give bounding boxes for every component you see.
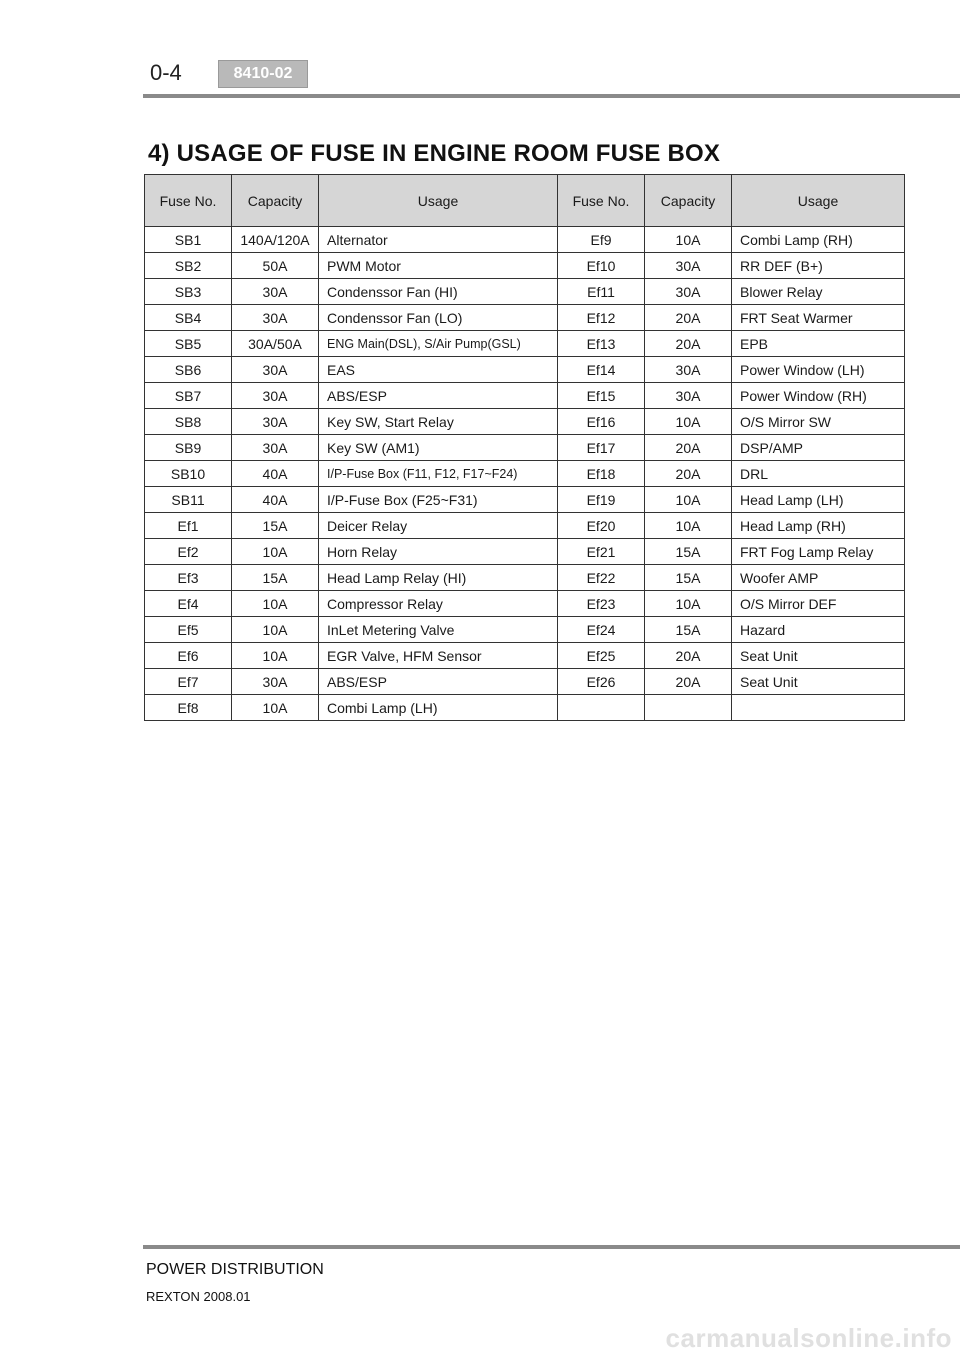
cell-capacity: 30A (232, 279, 319, 305)
cell-usage-2: Woofer AMP (732, 565, 905, 591)
cell-fuse-no-2: Ef22 (558, 565, 645, 591)
cell-fuse-no: SB7 (145, 383, 232, 409)
table-row (145, 695, 905, 721)
cell-capacity-2: 15A (645, 539, 732, 565)
watermark: carmanualsonline.info (665, 1323, 952, 1353)
cell-fuse-no-2: Ef12 (558, 305, 645, 331)
cell-fuse-no: SB5 (145, 331, 232, 357)
cell-fuse-no: Ef2 (145, 539, 232, 565)
cell-usage: Key SW, Start Relay (319, 409, 558, 435)
cell-usage-2: O/S Mirror SW (732, 409, 905, 435)
cell-capacity: 10A (232, 695, 319, 721)
cell-fuse-no-2: Ef25 (558, 643, 645, 669)
cell-fuse-no-2: Ef19 (558, 487, 645, 513)
cell-fuse-no-2: Ef24 (558, 617, 645, 643)
cell-fuse-no: Ef5 (145, 617, 232, 643)
cell-usage-2: Hazard (732, 617, 905, 643)
cell-fuse-no: SB2 (145, 253, 232, 279)
col-usage: Usage (319, 175, 558, 227)
cell-usage: Deicer Relay (319, 513, 558, 539)
cell-capacity: 10A (232, 643, 319, 669)
cell-usage: ENG Main(DSL), S/Air Pump(GSL) (319, 331, 558, 357)
cell-usage-2: DRL (732, 461, 905, 487)
table-row (145, 383, 905, 409)
cell-capacity: 40A (232, 487, 319, 513)
table-row (145, 591, 905, 617)
cell-fuse-no-2: Ef13 (558, 331, 645, 357)
table-row (145, 227, 905, 253)
cell-capacity-2: 10A (645, 513, 732, 539)
cell-fuse-no: SB6 (145, 357, 232, 383)
col-fuse-no: Fuse No. (145, 175, 232, 227)
cell-capacity-2: 30A (645, 279, 732, 305)
table-row (145, 565, 905, 591)
cell-fuse-no-2: Ef20 (558, 513, 645, 539)
cell-capacity-2: 20A (645, 461, 732, 487)
footer-section-name: POWER DISTRIBUTION (146, 1261, 324, 1278)
cell-capacity: 30A (232, 305, 319, 331)
cell-usage-2: FRT Seat Warmer (732, 305, 905, 331)
table-row (145, 435, 905, 461)
footer-model-date: REXTON 2008.01 (146, 1289, 251, 1304)
cell-usage-2: Seat Unit (732, 643, 905, 669)
cell-usage: Horn Relay (319, 539, 558, 565)
cell-usage-2: Head Lamp (RH) (732, 513, 905, 539)
table-row (145, 279, 905, 305)
cell-fuse-no: SB9 (145, 435, 232, 461)
cell-fuse-no: Ef6 (145, 643, 232, 669)
cell-capacity-2: 10A (645, 409, 732, 435)
col-capacity-2: Capacity (645, 175, 732, 227)
cell-usage: I/P-Fuse Box (F25~F31) (319, 487, 558, 513)
cell-usage: EGR Valve, HFM Sensor (319, 643, 558, 669)
cell-fuse-no-2: Ef23 (558, 591, 645, 617)
cell-usage: Combi Lamp (LH) (319, 695, 558, 721)
cell-fuse-no: SB4 (145, 305, 232, 331)
cell-usage-2: Combi Lamp (RH) (732, 227, 905, 253)
cell-capacity: 30A (232, 435, 319, 461)
cell-capacity-2: 20A (645, 669, 732, 695)
cell-usage: Head Lamp Relay (HI) (319, 565, 558, 591)
cell-usage: Key SW (AM1) (319, 435, 558, 461)
cell-fuse-no-2: Ef10 (558, 253, 645, 279)
cell-usage: InLet Metering Valve (319, 617, 558, 643)
cell-capacity: 140A/120A (232, 227, 319, 253)
cell-capacity-2: 30A (645, 357, 732, 383)
cell-usage-2: Power Window (RH) (732, 383, 905, 409)
cell-usage-2: Seat Unit (732, 669, 905, 695)
cell-capacity: 10A (232, 617, 319, 643)
cell-fuse-no: Ef7 (145, 669, 232, 695)
cell-capacity-2 (645, 695, 732, 721)
cell-capacity-2: 15A (645, 617, 732, 643)
table-row (145, 461, 905, 487)
cell-fuse-no: Ef1 (145, 513, 232, 539)
cell-fuse-no: Ef4 (145, 591, 232, 617)
cell-capacity-2: 10A (645, 227, 732, 253)
cell-usage: PWM Motor (319, 253, 558, 279)
footer-divider (143, 1245, 960, 1249)
cell-capacity-2: 20A (645, 305, 732, 331)
cell-usage-2 (732, 695, 905, 721)
section-title: 4) USAGE OF FUSE IN ENGINE ROOM FUSE BOX (148, 140, 721, 167)
cell-usage-2: Power Window (LH) (732, 357, 905, 383)
cell-usage: ABS/ESP (319, 669, 558, 695)
table-row (145, 357, 905, 383)
cell-usage-2: RR DEF (B+) (732, 253, 905, 279)
doc-code-badge: 8410-02 (218, 60, 308, 88)
table-row (145, 513, 905, 539)
cell-usage-2: DSP/AMP (732, 435, 905, 461)
cell-fuse-no: SB11 (145, 487, 232, 513)
col-usage-2: Usage (732, 175, 905, 227)
cell-fuse-no: Ef3 (145, 565, 232, 591)
cell-usage-2: EPB (732, 331, 905, 357)
cell-fuse-no: SB8 (145, 409, 232, 435)
cell-usage: Alternator (319, 227, 558, 253)
cell-usage: ABS/ESP (319, 383, 558, 409)
cell-capacity: 40A (232, 461, 319, 487)
table-row (145, 487, 905, 513)
cell-capacity: 30A (232, 383, 319, 409)
fuse-usage-table (144, 174, 905, 721)
cell-fuse-no: SB1 (145, 227, 232, 253)
cell-usage-2: O/S Mirror DEF (732, 591, 905, 617)
cell-capacity-2: 30A (645, 253, 732, 279)
cell-capacity: 10A (232, 591, 319, 617)
cell-fuse-no-2: Ef14 (558, 357, 645, 383)
cell-capacity: 30A/50A (232, 331, 319, 357)
table-row (145, 409, 905, 435)
cell-fuse-no-2: Ef18 (558, 461, 645, 487)
cell-usage-2: FRT Fog Lamp Relay (732, 539, 905, 565)
table-row (145, 305, 905, 331)
cell-capacity: 10A (232, 539, 319, 565)
cell-usage: Condenssor Fan (LO) (319, 305, 558, 331)
cell-usage-2: Blower Relay (732, 279, 905, 305)
cell-capacity-2: 10A (645, 487, 732, 513)
cell-fuse-no: Ef8 (145, 695, 232, 721)
cell-fuse-no-2: Ef17 (558, 435, 645, 461)
cell-usage-2: Head Lamp (LH) (732, 487, 905, 513)
table-row (145, 643, 905, 669)
cell-capacity-2: 15A (645, 565, 732, 591)
cell-usage: Compressor Relay (319, 591, 558, 617)
cell-capacity-2: 20A (645, 435, 732, 461)
cell-capacity-2: 10A (645, 591, 732, 617)
table-row (145, 617, 905, 643)
cell-capacity: 30A (232, 409, 319, 435)
col-capacity: Capacity (232, 175, 319, 227)
cell-capacity-2: 30A (645, 383, 732, 409)
cell-usage: Condenssor Fan (HI) (319, 279, 558, 305)
cell-capacity: 50A (232, 253, 319, 279)
cell-fuse-no-2: Ef11 (558, 279, 645, 305)
table-row (145, 253, 905, 279)
cell-fuse-no-2: Ef26 (558, 669, 645, 695)
table-header-row (145, 175, 905, 227)
cell-usage: I/P-Fuse Box (F11, F12, F17~F24) (319, 461, 558, 487)
cell-fuse-no: SB10 (145, 461, 232, 487)
cell-capacity: 30A (232, 357, 319, 383)
table-row (145, 669, 905, 695)
header-divider (143, 94, 960, 98)
cell-fuse-no: SB3 (145, 279, 232, 305)
cell-fuse-no-2: Ef21 (558, 539, 645, 565)
cell-fuse-no-2: Ef16 (558, 409, 645, 435)
cell-usage: EAS (319, 357, 558, 383)
col-fuse-no-2: Fuse No. (558, 175, 645, 227)
cell-capacity: 15A (232, 565, 319, 591)
table-row (145, 331, 905, 357)
cell-fuse-no-2: Ef9 (558, 227, 645, 253)
table-row (145, 539, 905, 565)
cell-fuse-no-2 (558, 695, 645, 721)
cell-fuse-no-2: Ef15 (558, 383, 645, 409)
cell-capacity-2: 20A (645, 643, 732, 669)
cell-capacity: 30A (232, 669, 319, 695)
page-number: 0-4 (150, 60, 182, 85)
cell-capacity-2: 20A (645, 331, 732, 357)
cell-capacity: 15A (232, 513, 319, 539)
